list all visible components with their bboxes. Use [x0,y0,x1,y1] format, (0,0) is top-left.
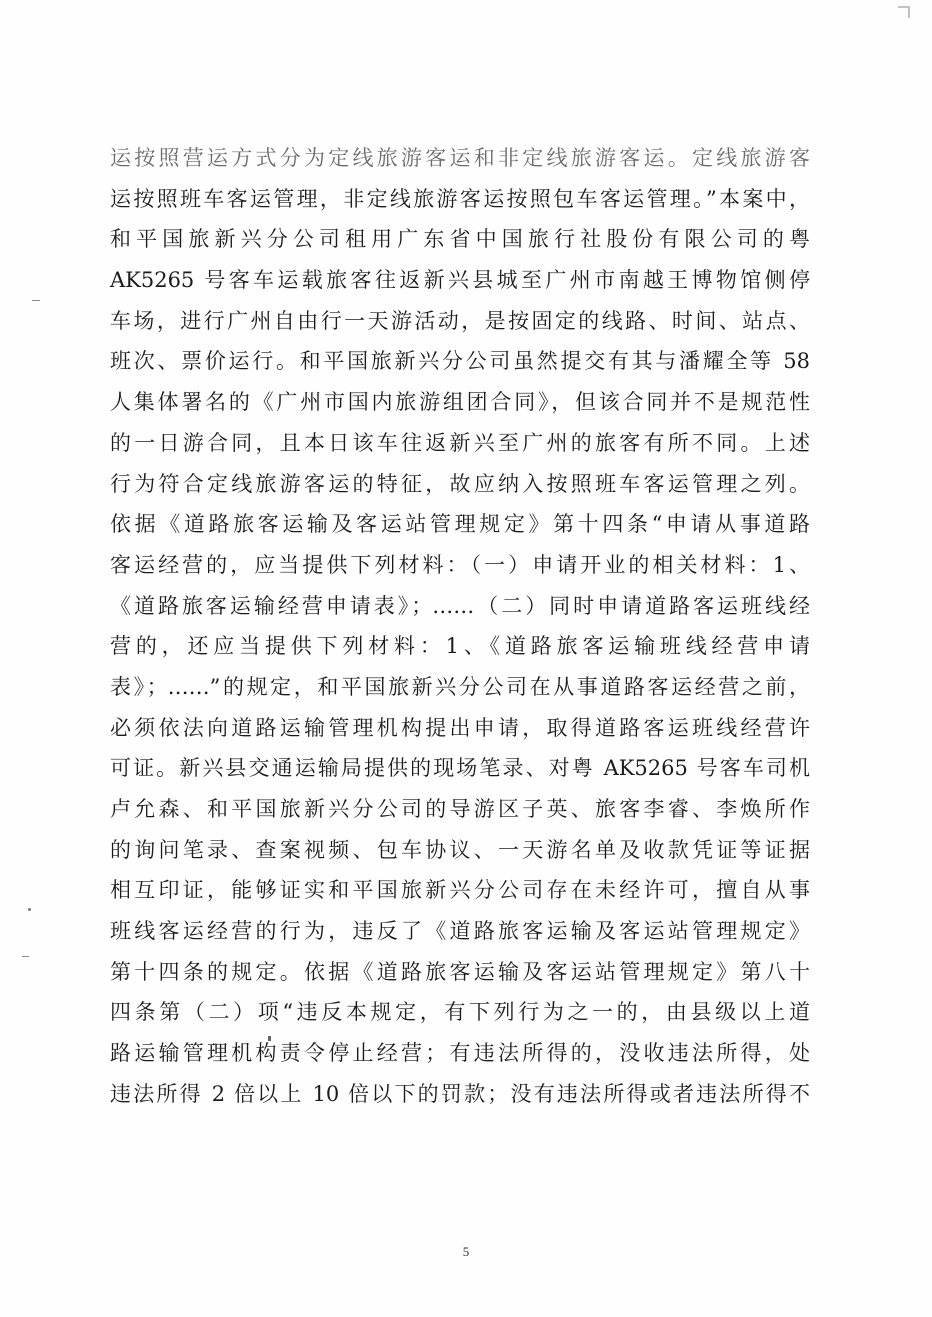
text-line: 营的，还应当提供下列材料：1、《道路旅客运输班线经营申请 [110,634,810,659]
body-text [110,138,810,1115]
text-line: 四条第（二）项“违反本规定，有下列行为之一的，由县级以上道 [110,1000,810,1025]
text-line: 班次、票价运行。和平国旅新兴分公司虽然提交有其与潘耀全等 58 [110,349,810,374]
text-line: 《道路旅客运输经营申请表》；……（二）同时申请道路客运班线经 [110,593,810,618]
text-line: 必须依法向道路运输管理机构提出申请，取得道路客运班线经营许 [110,715,810,740]
text-line: 运按照营运方式分为定线旅游客运和非定线旅游客运。定线旅游客 [110,146,810,170]
text-line: 车场，进行广州自由行一天游活动，是按固定的线路、时间、站点、 [110,308,810,333]
text-line: 路运输管理机构责令停止经营；有违法所得的，没收违法所得，处 [110,1041,810,1066]
text-line: 客运经营的，应当提供下列材料：（一）申请开业的相关材料：1、 [110,552,810,577]
page-number: 5 [462,1244,470,1259]
text-line: 的一日游合同，且本日该车往返新兴至广州的旅客有所不同。上述 [110,430,810,455]
text-line: 班线客运经营的行为，违反了《道路旅客运输及客运站管理规定》 [110,919,810,944]
text-line: 表》；……”的规定，和平国旅新兴分公司在从事道路客运经营之前， [110,674,810,699]
text-line: 人集体署名的《广州市国内旅游组团合同》，但该合同并不是规范性 [110,390,810,415]
scan-speck [28,908,31,911]
text-line: 第十四条的规定。依据《道路旅客运输及客运站管理规定》第八十 [110,959,810,984]
text-line: 相互印证，能够证实和平国旅新兴分公司存在未经许可，擅自从事 [110,878,810,903]
text-line: 和平国旅新兴分公司租用广东省中国旅行社股份有限公司的粤 [110,227,810,252]
text-line: 行为符合定线旅游客运的特征，故应纳入按照班车客运管理之列。 [110,471,810,496]
text-line: 卢允森、和平国旅新兴分公司的导游区子英、旅客李睿、李焕所作 [110,797,810,821]
text-line: 的询问笔录、查案视频、包车协议、一天游名单及收款凭证等证据 [110,837,810,862]
text-line: 依据《道路旅客运输及客运站管理规定》第十四条“申请从事道路 [110,512,810,537]
text-line: 运按照班车客运管理，非定线旅游客运按照包车客运管理。”本案中， [110,186,810,211]
text-line: 可证。新兴县交通运输局提供的现场笔录、对粤 AK5265 号客车司机 [110,756,810,781]
scan-corner-mark [898,6,910,18]
text-line: 违法所得 2 倍以上 10 倍以下的罚款；没有违法所得或者违法所得不 [110,1081,810,1106]
text-line: AK5265 号客车运载旅客往返新兴县城至广州市南越王博物馆侧停 [110,268,810,293]
scan-margin-mark [22,956,29,957]
scan-margin-mark [32,300,40,301]
